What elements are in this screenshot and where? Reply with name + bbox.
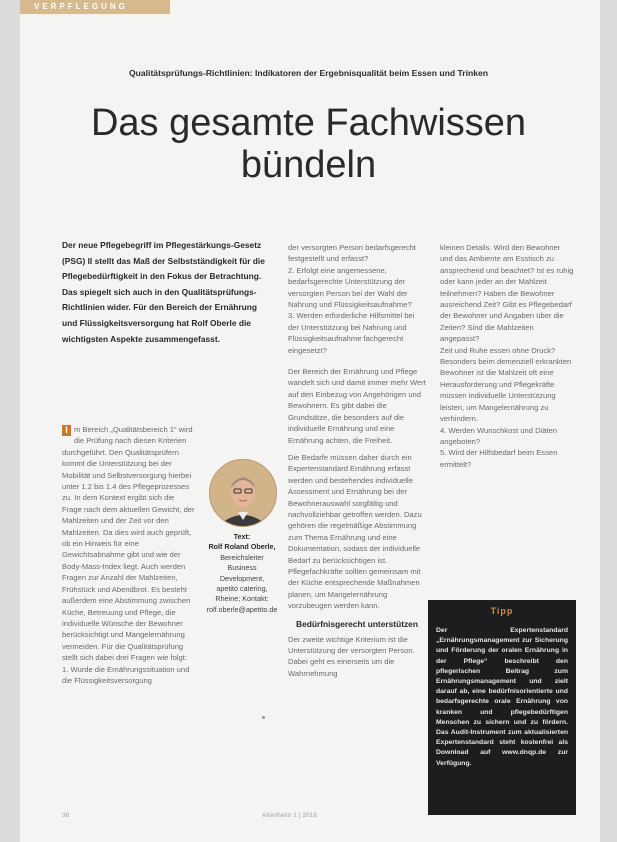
caption-company: apetito catering, — [216, 584, 268, 594]
caption-email: Rheine; Kontakt: rolf.oberle@apetito.de — [206, 594, 278, 614]
list-item: 2. Erfolgt eine angemessene, bedarfsgerechte Unterstützung der versorgten Person bei der Wahl der Nahrung und Flüssigkeitsaufnahme? — [288, 265, 412, 310]
body-paragraph — [62, 424, 196, 664]
list-item: 3. Werden erforderliche Hilfsmittel bei der Unterstützung bei Nahrung und Flüssigkeitsaufnahme fachgerecht eingesetzt? — [288, 311, 415, 355]
tip-box — [428, 600, 576, 815]
body-paragraph: Der Bereich der Ernährung und Pflege wandelt sich und damit immer mehr Wert auf den Einbezug von Angehörigen und Bewohnern. Es gibt dabei die Grundsätze, die besonders auf die individuelle Ernährung und eine Ernährung achten, die Freiheit. — [288, 367, 426, 445]
headline — [0, 102, 617, 186]
headline-line-1: Das gesamte Fachwissen — [90, 102, 527, 144]
list-item: 4. Werden Wunschkost und Diäten angeboten? — [440, 425, 558, 446]
decorative-dot — [262, 716, 265, 719]
body-paragraph: Zeit und Ruhe essen ohne Druck? Besonders beim demenziell erkrankten Bewohner ist die Mahlzeit oft eine Herausforderung und Pflegekräfte müssen individuelle Unterstützung leisten, um Mangelernährung zu verhindern. — [440, 345, 572, 424]
publication-source: Altenheim 1 | 2016 — [262, 812, 317, 819]
body-paragraph: Die Bedarfe müssen daher durch ein Expertenstandard Ernährung erfasst werden und bestehendes individuelle Assessment und Ernährung bei der Bewohnerauswahl sorgfältig und nachvollziehbar getroffen werden. Dazu gehören die regelmäßige Abstimmung zum Thema Ernährung und eine Dokumentation, sodass der individuelle Bedarf zu berücksichtigen ist. Pflegefachkräfte sollten gemeinsam mit der Küche entsprechende Maßnahmen planen, um Mangelernährung vorzubeugen werden kann. — [288, 452, 422, 611]
page-number: 36 — [62, 812, 70, 819]
lead-paragraph: Der neue Pflegebegriff im Pflegestärkungs-Gesetz (PSG) II stellt das Maß der Selbstständigkeit für die Pflegebedürftigkeit in den Fokus der Betrachtung. Das spiegelt sich auch in den Qualitätsprüfungs-Richtlinien wider. Für den Bereich der Ernährung und Flüssigkeitsversorgung hat Rolf Oberle die wichtigsten Aspekte zusammengefasst. — [62, 240, 265, 344]
caption-role: Bereichsleiter Business Development, — [219, 552, 265, 583]
list-item: 5. Wird der Hilfsbedarf beim Essen ermittelt? — [440, 448, 558, 469]
subheading: Bedürfnisgerecht unterstützen — [296, 618, 418, 629]
body-paragraph: kleinen Details. Wird den Bewohner und das Ambiente am Esstisch zu ansprechend und beachtet? Ist es ruhig oder kann jeder an der Mahlzeit teilnehmen? Haben die Bewohner ausreichend Zeit? Gibt es Pflegebedarf der Bewohner und Angaben über die Zeiten? Sind die Mahlzeiten angepasst? — [440, 243, 574, 344]
kicker: Qualitätsprüfungs-Richtlinien: Indikatoren der Ergebnisqualität beim Essen und Trinken — [128, 68, 489, 78]
body-column-3 — [440, 242, 574, 470]
dropcap: I — [62, 425, 71, 436]
body-paragraph: der versorgten Person bedarfsgerecht festgestellt und erfasst? — [288, 243, 416, 264]
headline-line-2: bündeln — [240, 144, 377, 186]
caption-name: Rolf Roland Oberle, — [208, 542, 276, 552]
list-item: 1. Wurde die Ernährungssituation und die Flüssigkeitsversorgung — [62, 664, 190, 685]
tip-body: Der Expertenstandard „Ernährungsmanagement zur Sicherung und Förderung der oralen Ernährung in der Pflege“ beschreibt den pflegerischen Beitrag zum Ernährungsmanagement und zielt darauf ab, eine bedürfnisorientierte und bedarfsgerechte orale Ernährung von kranken und pflegebedürftigen Menschen zu sichern und zu fördern. Das Audit-Instrument zum aktualisierten Expertenstandard steht kostenfrei als Download auf www.dnqp.de zur Verfügung. — [436, 627, 568, 767]
author-portrait — [209, 459, 277, 527]
author-caption — [206, 532, 278, 615]
caption-label: Text: — [233, 532, 251, 541]
body-paragraph: Der zweite wichtige Kriterium ist die Unterstützung der versorgten Person. Dabei geht es einerseits um die Wahrnehmung — [288, 634, 415, 678]
section-rubric: VERPFLEGUNG — [20, 0, 170, 14]
body-column-2 — [288, 242, 426, 679]
body-column-1 — [62, 424, 196, 686]
paragraph-text: m Bereich „Qualitätsbereich 1“ wird die Prüfung nach diesen Kriterien durchgeführt. Den Qualitätsprüfern kommt die Unterstützung bei der Mobilität und Selbstversorgung hierbei unter 1.2 bis 1.4 des Pflegeprozesses zu. In dem Kontext ergibt sich die Frage nach dem aktuellen Gewicht, der Mahlzeiten und der Zeit vor den Mahlzeiten. Da dies wird auch geprüft, ob ein Hinweis für eine Gewichtsabnahme gibt und wie der Body-Mass-Index liegt. Auch werden Fragen zur Anzahl der Mahlzeiten, Frühstück und Abendbrot. Es besteht außerdem eine Abstimmung zwischen Küche, Betreuung und Pflege, die individuelle Wünsche der Bewohner berücksichtigt und Mangelernährung vermeiden. Für die Qualitätsprüfung stellt sich dabei drei Fragen wie folgt: — [62, 425, 195, 663]
tip-title: Tipp — [490, 606, 514, 616]
